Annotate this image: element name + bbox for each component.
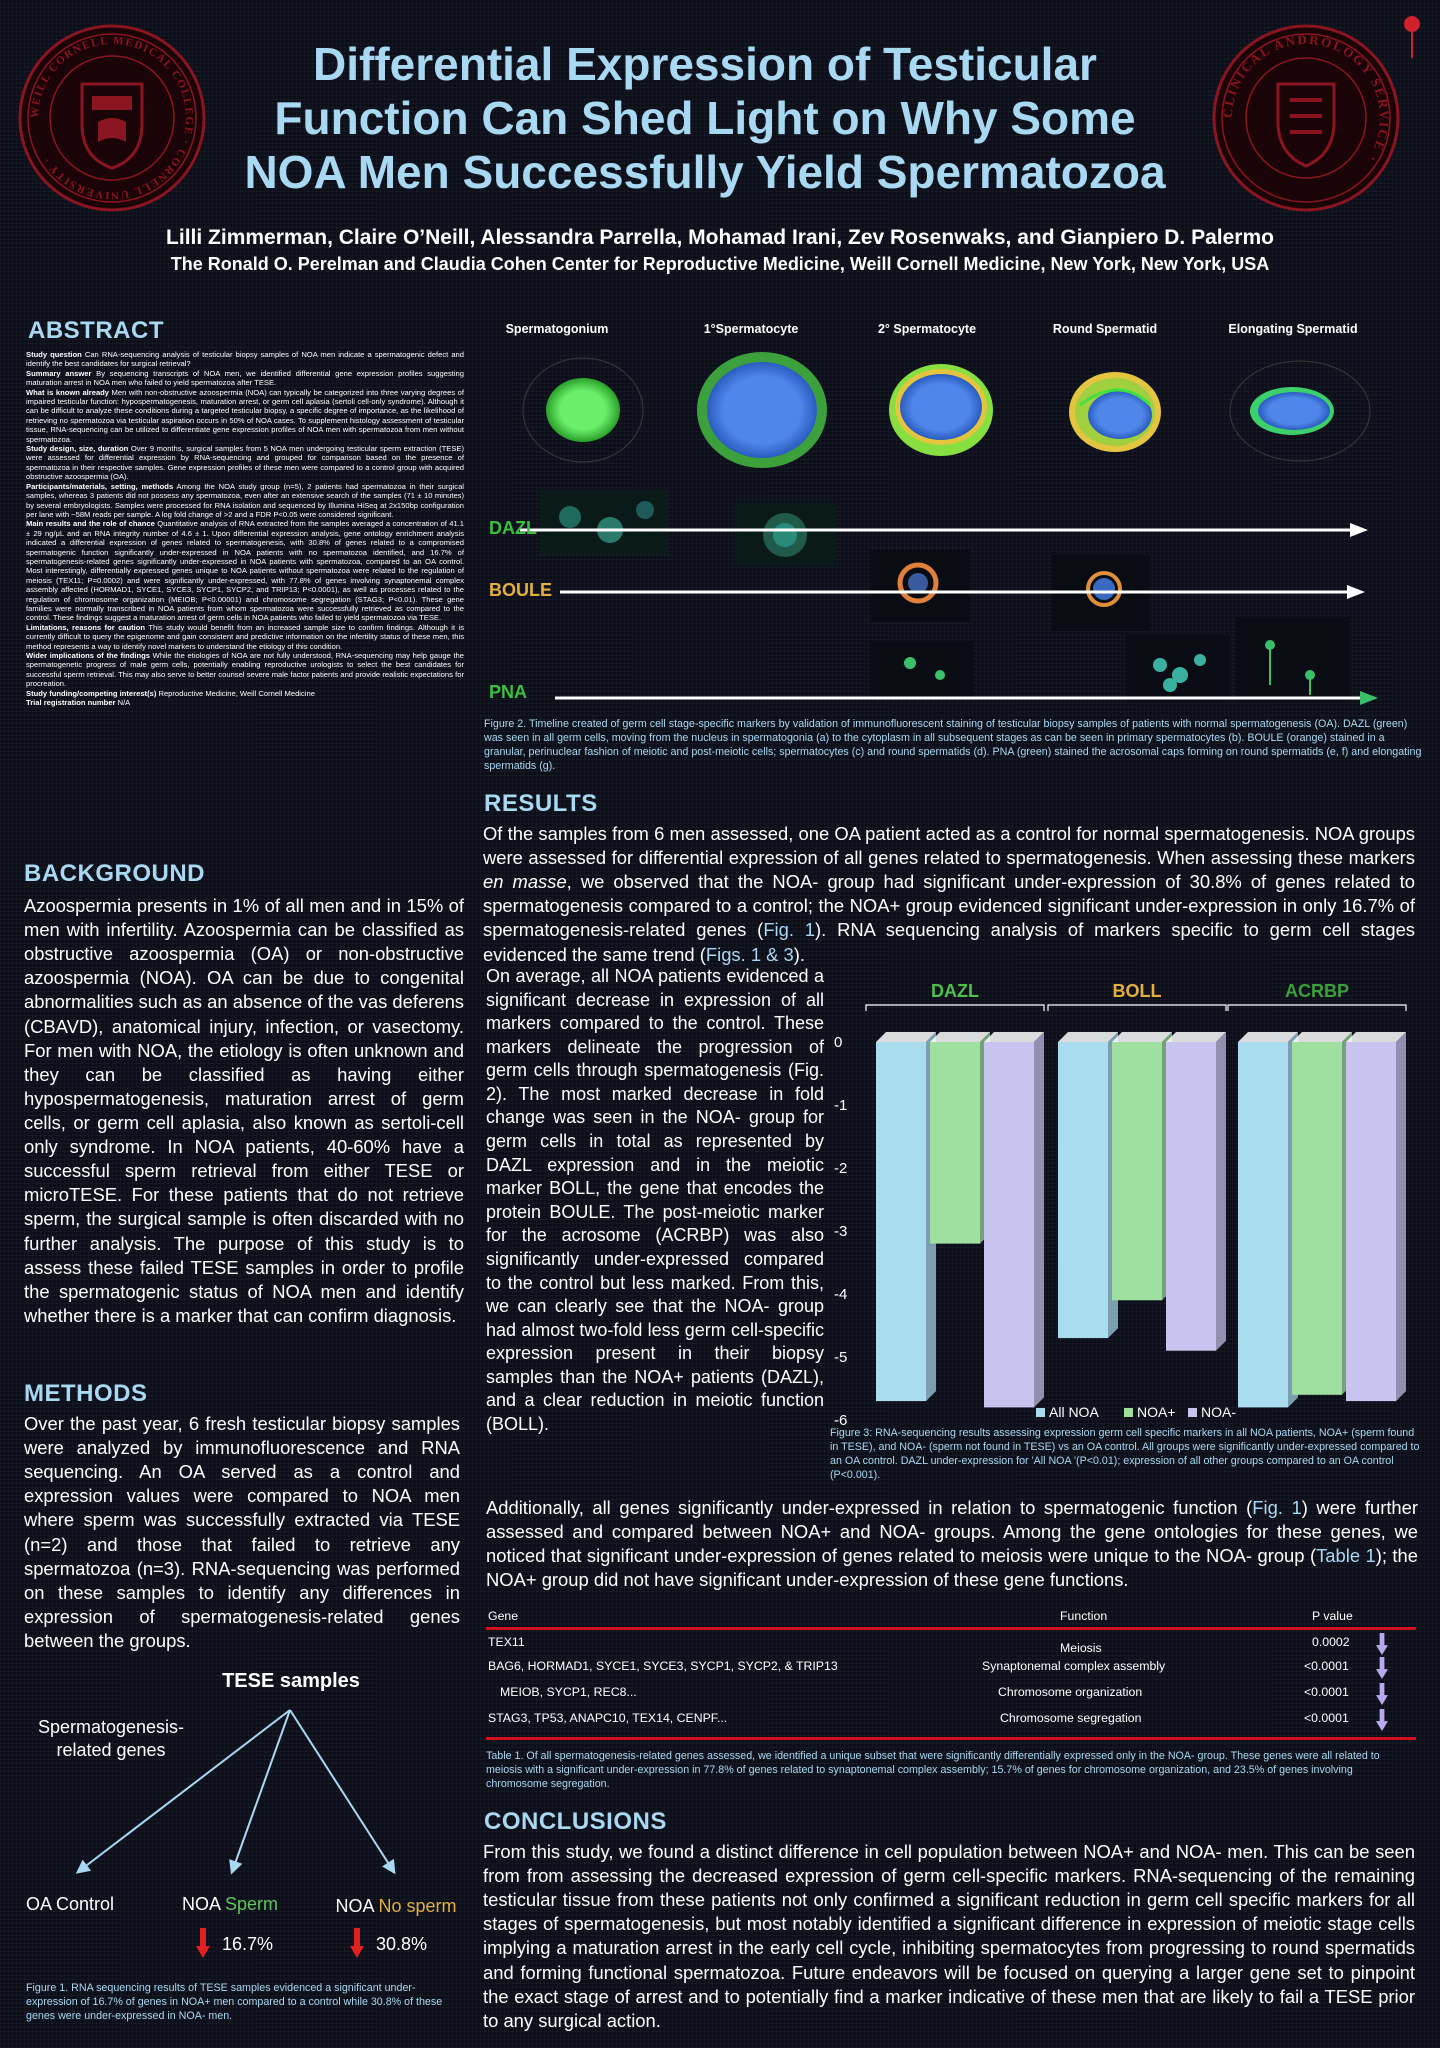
- noa-prefix: NOA: [181, 1894, 220, 1914]
- micrograph-dazl-a: [540, 490, 668, 555]
- bar-top-face: [1346, 1032, 1406, 1042]
- no-sperm-word: No sperm: [378, 1896, 457, 1916]
- legend-swatch: [1188, 1408, 1197, 1417]
- tese-tree-lines: [0, 1690, 480, 1890]
- y-tick-label: -6: [834, 1412, 848, 1425]
- bar-side-face: [1216, 1032, 1226, 1351]
- figure3-caption: Figure 3: RNA-sequencing results assessing expression germ cell specific markers in all NOA patients, NOA+ (sperm found in TESE), and NOA- (sperm not found in TESE) vs an OA control. All groups were significantly under-expressed compared to an OA control. DAZL under-expression for 'All NOA '(P<0.01); expression of all other groups compared to an OA control (P<0.001).: [830, 1427, 1420, 1481]
- table-cell-gene: MEIOB, SYCP1, REC8...: [500, 1685, 637, 1699]
- table-cell-function: Chromosome segregation: [1000, 1711, 1142, 1725]
- abstract-text: This study would benefit from an increased sample size to confirm findings. Although it is currently difficult to query the epigenome and gain consistent and predictive information on the infertility status of these men, this method represents a way to identify novel markers to understand the etiology of this condition.: [26, 622, 464, 651]
- figure1-link[interactable]: Fig. 1: [1252, 1497, 1302, 1518]
- table-header-gene: Gene: [488, 1609, 519, 1623]
- figure1-link[interactable]: Fig. 1: [763, 919, 816, 941]
- andrology-seal-right: [1212, 24, 1400, 212]
- results-text: Additionally, all genes significantly under-expressed in relation to spermatogenic function (: [486, 1497, 1253, 1518]
- abstract-label: Wider implications of the findings: [26, 651, 151, 660]
- figure2-caption: Figure 2. Timeline created of germ cell stage-specific markers by validation of immunofluorescent staining of testicular biopsy samples of patients with normal spermatogenesis (OA). DAZL (green) was seen in all germ cells, moving from the nucleus in spermatogonia (a) to the cytoplasm in all subsequent stages as can be seen in primary spermatocytes (b). BOULE (orange) stained in a granular, perinuclear fashion of meiotic and post-meiotic cells; spermatocytes (c) and round spermatids (d). PNA (green) stained the acrosomal caps forming on round spermatids (e, f) and elongating spermatids (g).: [484, 718, 1422, 772]
- results-heading: RESULTS: [484, 790, 598, 817]
- authors: Lilli Zimmerman, Claire O’Neill, Alessandra Parrella, Mohamad Irani, Zev Rosenwaks, and Gianpiero D. Palermo: [166, 226, 1274, 249]
- pin-icon: [1400, 14, 1424, 62]
- bar-top-face: [1112, 1032, 1172, 1042]
- table-cell-function: Meiosis: [1060, 1641, 1102, 1655]
- tese-root-label: TESE samples: [222, 1670, 360, 1692]
- micrograph-pna-g: [1236, 617, 1350, 701]
- y-tick-label: -3: [834, 1223, 848, 1240]
- bar-top-face: [1238, 1032, 1298, 1042]
- bar: [1238, 1042, 1288, 1407]
- noa-nosperm-label: [316, 1896, 476, 1917]
- table-cell-pvalue: <0.0001: [1304, 1659, 1349, 1673]
- stage-label: Elongating Spermatid: [1228, 322, 1358, 336]
- marker-boule: BOULE: [489, 580, 552, 600]
- spermatogenesis-genes-label: Spermatogenesis-related genes: [37, 1717, 185, 1760]
- poster-title: [230, 38, 1180, 199]
- abstract-paragraph: [26, 623, 464, 651]
- results-text: ); the NOA+ group did not have significant under-expression of these gene functions.: [486, 1545, 1418, 1591]
- marker-pna: PNA: [489, 682, 528, 702]
- abstract-body: [26, 350, 464, 707]
- table-cell-gene: TEX11: [488, 1635, 525, 1649]
- results-column-text: On average, all NOA patients evidenced a significant decrease in expression of all markers compared to the control. These markers delineate the progression of germ cells through spermatogenesis (Fig. 2). The most marked decrease in fold change was seen in the NOA- group for germ cells in total as represented by DAZL expression and in the meiotic marker BOLL, the gene that encodes the protein BOULE. The post-meiotic marker for the acrosome (ACRBP) was also significantly under-expressed compared to the control but less marked. From this, we can clearly see that the NOA- group had almost two-fold less germ cell-specific expression present in their biopsy samples than the NOA+ patients (DAZL), and a clear reduction in meiotic function (BOLL).: [486, 966, 824, 1434]
- bar: [1346, 1042, 1396, 1401]
- abstract-label: Summary answer: [26, 368, 92, 378]
- legend-swatch: [1036, 1408, 1045, 1417]
- spermatogonium-cell: [523, 358, 643, 462]
- table-row: [486, 1655, 1416, 1679]
- table-cell-pvalue: 0.0002: [1312, 1635, 1350, 1649]
- down-arrow-icon: [196, 1928, 210, 1958]
- methods-text: Over the past year, 6 fresh testicular biopsy samples were analyzed by immunofluorescence and RNA sequencing. An OA served as a control and expression values were compared to NOA men where sperm was successfully extracted via TESE (n=2) and those that failed to retrieve any spermatozoa (n=3). RNA-sequencing was performed on these samples to identify any differences in expression of spermatogenesis-related genes between the groups.: [24, 1413, 460, 1651]
- table1-link[interactable]: Table 1: [1316, 1545, 1376, 1567]
- abstract-paragraph: [26, 651, 464, 689]
- down-arrow-icon: [350, 1928, 364, 1958]
- germ-cell-diagram: [480, 345, 1425, 705]
- pct-noa-nosperm: 30.8%: [376, 1934, 428, 1954]
- tree-branch-noa-nosperm: [290, 1710, 394, 1872]
- micrograph-pna-e: [870, 641, 973, 699]
- bar: [1166, 1042, 1216, 1351]
- table-cell-function: Chromosome organization: [998, 1685, 1143, 1699]
- title-line: NOA Men Successfully Yield Spermatozoa: [244, 145, 1166, 198]
- abstract-text: Reproductive Medicine, Weill Cornell Medicine: [156, 688, 315, 698]
- bar-top-face: [930, 1032, 990, 1042]
- table-row: [486, 1631, 1416, 1655]
- category-label: DAZL: [931, 981, 979, 1001]
- svg-text:CLINICAL ANDROLOGY SERVICE ·: CLINICAL ANDROLOGY SERVICE ·: [1219, 31, 1393, 167]
- marker-dazl: DAZL: [489, 518, 537, 538]
- y-tick-label: 0: [834, 1034, 843, 1051]
- background-heading: BACKGROUND: [24, 860, 205, 887]
- bar-side-face: [1396, 1032, 1406, 1401]
- category-label: BOLL: [1112, 981, 1162, 1001]
- y-tick-label: -1: [834, 1097, 848, 1114]
- micrograph-boule-c: [870, 550, 970, 622]
- figure1-caption: Figure 1. RNA sequencing results of TESE samples evidenced a significant under-expression of 16.7% of genes in NOA+ men compared to a control while 30.8% of these genes were under-expressed in NOA- men.: [26, 1982, 443, 2022]
- figure3-bar-chart: [826, 980, 1426, 1425]
- category-bracket: [866, 1005, 1044, 1011]
- abstract-paragraph: [26, 444, 464, 482]
- table1: [486, 1605, 1416, 1745]
- elongating-spermatid-cell: [1230, 361, 1370, 461]
- figures-link[interactable]: Figs. 1 & 3: [705, 943, 794, 965]
- bar: [984, 1042, 1034, 1407]
- micrograph-dazl-b: [735, 503, 835, 565]
- table-header-pvalue: P value: [1312, 1609, 1353, 1623]
- results-text: ) were further assessed and compared between NOA+ and NOA- groups. Among the gene ontologies for these genes, we noticed that significant under-expression of genes related to meiosis were unique to the NOA- group (: [486, 1497, 1419, 1567]
- results-text: Of the samples from 6 men assessed, one OA patient acted as a control for normal spermatogenesis. NOA groups were assessed for differential expression of all genes related to spermatogenesis. When assessing these markers: [483, 823, 1415, 869]
- title-line: Differential Expression of Testicular: [313, 38, 1097, 90]
- legend-swatch: [1124, 1408, 1133, 1417]
- abstract-paragraph: [26, 698, 464, 707]
- bar-side-face: [1034, 1032, 1044, 1407]
- table-cell-pvalue: <0.0001: [1304, 1711, 1349, 1725]
- abstract-label: What is known already: [26, 387, 110, 397]
- abstract-label: Limitations, reasons for caution: [26, 622, 146, 632]
- stage-label: 1°Spermatocyte: [703, 322, 799, 336]
- pct-noa-sperm: 16.7%: [222, 1934, 274, 1954]
- bar: [876, 1042, 926, 1401]
- results-paragraph-2: [486, 1496, 1418, 1592]
- legend-label: NOA-: [1201, 1404, 1236, 1420]
- legend-label: All NOA: [1049, 1404, 1099, 1420]
- bar-top-face: [1292, 1032, 1352, 1042]
- table-cell-pvalue: <0.0001: [1304, 1685, 1349, 1699]
- table-row: [486, 1681, 1416, 1705]
- abstract-text: Men with non-obstructive azoospermia (NOA) can typically be categorized into three varying degrees of impaired testicular function: hypospermatogenesis, maturation arrest, or germ cell aplasia (sertoli cell-only syndrome). Although it can be difficult to analyze these conditions during a targeted testicular biopsy, a specific degree of importance, as the likelihood of retrieving no spermatozoa via testicular aspiration occurs in 50% of NOA cases. To supplement histology assessment of testicular tissue, RNA-sequencing can be utilized to differentiate gene expression profiles of NOA men with spermatozoa from men without spermatozoa.: [26, 387, 464, 444]
- abstract-label: Study design, size, duration: [26, 444, 129, 454]
- weill-cornell-seal-left: [18, 24, 206, 212]
- methods-heading: METHODS: [24, 1380, 148, 1407]
- abstract-paragraph: [26, 350, 464, 369]
- down-arrow-icon: [1376, 1709, 1388, 1731]
- oa-control-label: OA Control: [25, 1894, 115, 1914]
- abstract-label: Trial registration number: [26, 698, 116, 708]
- y-tick-label: -2: [834, 1160, 848, 1177]
- bar-top-face: [1058, 1032, 1118, 1042]
- table1-caption: Table 1. Of all spermatogenesis-related genes assessed, we identified a unique subset that were significantly differentially expressed only in the NOA- group. These genes were all related to meiosis with a significant under-expression in 77.8% of genes related to synaptonemal complex assembly; 15.7% of genes for chromosome organization, and 23.5% of genes involving chromosome segregation.: [486, 1750, 1380, 1790]
- noa-prefix: NOA: [335, 1896, 374, 1916]
- results-text: , we observed that the NOA- group had significant under-expression of 30.8% of genes related to spermatogenesis compared to a control; the NOA+ group evidenced significant under-expression in only 16.7% of spermatogenesis-related genes (: [483, 871, 1415, 941]
- primary-spermatocyte-cell: [697, 352, 827, 468]
- bar-top-face: [876, 1032, 936, 1042]
- tree-branch-oa: [78, 1710, 290, 1872]
- abstract-paragraph: [26, 388, 464, 444]
- table-rule: [486, 1627, 1416, 1630]
- conclusions-text: From this study, we found a distinct difference in cell population between NOA+ and NOA- men. This can be seen from from assessing the decreased expression of germ cell-specific markers. RNA-sequencing of the remaining testicular tissue from these patients not only confirmed a significant reduction in germ cell specific markers for all stages of spermatogenesis, but most notably identified a significant difference in expression of meiotic stage cells implying a maturation arrest in the early cell cycle, inhibiting spermatocytes from progressing to round spermatids and forming functional spermatozoa. Future endeavors will be focused on querying a larger gene set to pinpoint the exact stage of arrest and to potentially find a marker indicative of these men that are likely to fail a TESE prior to any surgical action.: [483, 1841, 1415, 2031]
- table-header-function: Function: [1060, 1609, 1108, 1623]
- down-arrow-icon: [1376, 1683, 1388, 1705]
- abstract-text: Among the NOA study group (n=5), 2 patients had spermatozoa in their surgical samples, whereas 3 patients did not possess any spermatozoa, even after an extensive search of the samples (71 ± 10 minutes) by several embryologists. Samples were processed for RNA isolation and sequenced by Illumina HiSeq at 2x150bp configuration per lane with ~58M reads per sample. A log fold change of >2 and a FDR P<0.05 were considered significant.: [26, 481, 464, 519]
- results-intro: [483, 822, 1415, 967]
- round-spermatid-cell: [1069, 372, 1161, 452]
- legend-label: NOA+: [1137, 1404, 1176, 1420]
- abstract-text: Can RNA-sequencing analysis of testicular biopsy samples of NOA men indicate a spermatogenic defect and identify the best candidates for surgical retrieval?: [26, 350, 464, 369]
- affiliation: The Ronald O. Perelman and Claudia Cohen Center for Reproductive Medicine, Weill Cornell Medicine, New York, New York, USA: [170, 254, 1270, 274]
- sperm-word: Sperm: [225, 1894, 279, 1914]
- table-cell-function: Synaptonemal complex assembly: [982, 1659, 1166, 1673]
- abstract-label: Participants/materials, setting, methods: [26, 481, 174, 491]
- results-emphasis: en masse: [483, 871, 567, 893]
- abstract-heading: ABSTRACT: [28, 317, 164, 344]
- svg-text:WEILL CORNELL MEDICAL COLLEGE: WEILL CORNELL MEDICAL COLLEGE · CORNELL UNIVERSITY ·: [28, 34, 196, 202]
- abstract-text: By sequencing transcripts of NOA men, we identified differential gene expression profiles suggesting maturation arrest in NOA men who failed to yield spermatozoa after TESE.: [26, 368, 464, 388]
- stage-label: Round Spermatid: [1052, 322, 1158, 336]
- secondary-spermatocyte-cell: [889, 364, 993, 456]
- conclusions-heading: CONCLUSIONS: [484, 1808, 667, 1835]
- background-text: Azoospermia presents in 1% of all men and in 15% of men with infertility. Azoospermia can be classified as obstructive azoospermia (OA) or non-obstructive azoospermia (NOA). OA can be due to congenital abnormalities such as an absence of the vas deferens (CBAVD), anatomical injury, infection, or vasectomy. For men with NOA, the etiology is often unknown and they can be classified as having either hypospermatogenesis, maturation arrest of germ cells, or germ cell aplasia, also known as sertoli-cell only syndrome. In NOA patients, 40-60% have a successful sperm retrieval from either TESE or microTESE. For these patients that do not retrieve sperm, the surgical sample is often discarded with no further analysis. The purpose of this study is to assess these failed TESE samples in order to profile the spermatogenic status of NOA men and identify whether there is a marker that can confirm diagnosis.: [24, 895, 464, 1326]
- abstract-text: N/A: [115, 698, 131, 708]
- table-header-row: [486, 1605, 1416, 1629]
- noa-sperm-label: [160, 1894, 300, 1915]
- bar-top-face: [1166, 1032, 1226, 1042]
- category-bracket: [1228, 1005, 1406, 1011]
- abstract-label: Study question: [26, 350, 82, 359]
- abstract-paragraph: [26, 689, 464, 698]
- table-row: [486, 1707, 1416, 1731]
- results-text: ). RNA sequencing analysis of markers specific to germ cell stages evidenced the same trend (: [483, 919, 1416, 965]
- title-line: Function Can Shed Light on Why Some: [274, 91, 1136, 144]
- abstract-label: Study funding/competing interest(s): [26, 688, 157, 698]
- table-cell-gene: BAG6, HORMAD1, SYCE1, SYCE3, SYCP1, SYCP2, & TRIP13: [488, 1659, 838, 1673]
- category-bracket: [1048, 1005, 1226, 1011]
- abstract-paragraph: [26, 482, 464, 520]
- down-arrow-icon: [1376, 1657, 1388, 1679]
- stage-label: Spermatogonium: [505, 322, 609, 336]
- bar-top-face: [984, 1032, 1044, 1042]
- bar: [1292, 1042, 1342, 1395]
- table-rule: [486, 1737, 1416, 1740]
- bar: [1112, 1042, 1162, 1300]
- micrograph-pna-f: [1126, 635, 1230, 701]
- abstract-text: Over 9 months, surgical samples from 5 NOA men undergoing testicular sperm extraction (TESE) were assessed for differential expression by RNA-sequencing and grouped for comparison based on the presence of spermatozoa in their respective samples. Gene expression profiles of these men were compared to a control group with acquired obstructive azoospermia (OA).: [26, 444, 464, 482]
- category-label: ACRBP: [1284, 981, 1350, 1001]
- results-text: ).: [793, 943, 806, 965]
- abstract-paragraph: [26, 369, 464, 388]
- bar: [1058, 1042, 1108, 1338]
- table-cell-gene: STAG3, TP53, ANAPC10, TEX14, CENPF...: [488, 1711, 728, 1725]
- abstract-text: While the etiologies of NOA are not fully understood, RNA-sequencing may help gauge the spermatogenetic progress of male germ cells, potentially enabling reproductive urologists to select the best candidates for successful sperm retrieval. This may also serve to better counsel severe male factor patients and provide realistic expectations for procreation.: [26, 651, 464, 689]
- bar: [930, 1042, 980, 1244]
- abstract-paragraph: [26, 519, 464, 622]
- tree-branch-noa-sperm: [232, 1710, 290, 1872]
- stage-label: 2° Spermatocyte: [877, 322, 977, 336]
- y-tick-label: -4: [834, 1286, 848, 1303]
- down-arrow-icon: [1376, 1633, 1388, 1655]
- y-tick-label: -5: [834, 1349, 848, 1366]
- abstract-text: Quantitative analysis of RNA extracted from the samples averaged a concentration of 41.1 ± 29 ng/μL and an RNA integrity number of 4.6 ± 1. Upon differential expression analysis, gene ontology enrichment analysis indicated a differential expression of genes related to spermatogenesis, with 30.8% of genes related to a compromised spermatogenic function significantly under-expressed in NOA patients with no spermatozoa identified, and 16.7% of spermatogenesis-related genes significantly under-expressed in NOA patients with spermatozoa, compared to an OA control. Most interestingly, differentially expressed genes unique to NOA patients without spermatozoa were related to the regulation of meiosis (TEX11; P=0.0002) and were significantly under-expressed, with 77.8% of genes involving synaptonemal complex assembly affected (HORMAD1, SYCE1, SYCE3, SYCP1, SYCP2, and TRIP13; P<0.0001), as well as processes related to the regulation of chromosome organization (MEIOB; P<0.00001) and chromosome segregation (STAG3; P<0.01). These gene families were normally transcribed in NOA patients from whom spermatozoa were successfully retrieved as compared to the control. These findings suggest a maturation arrest of germ cells in NOA patients who failed to yield spermatozoa via TESE.: [26, 519, 465, 623]
- abstract-label: Main results and the role of chance: [26, 519, 155, 529]
